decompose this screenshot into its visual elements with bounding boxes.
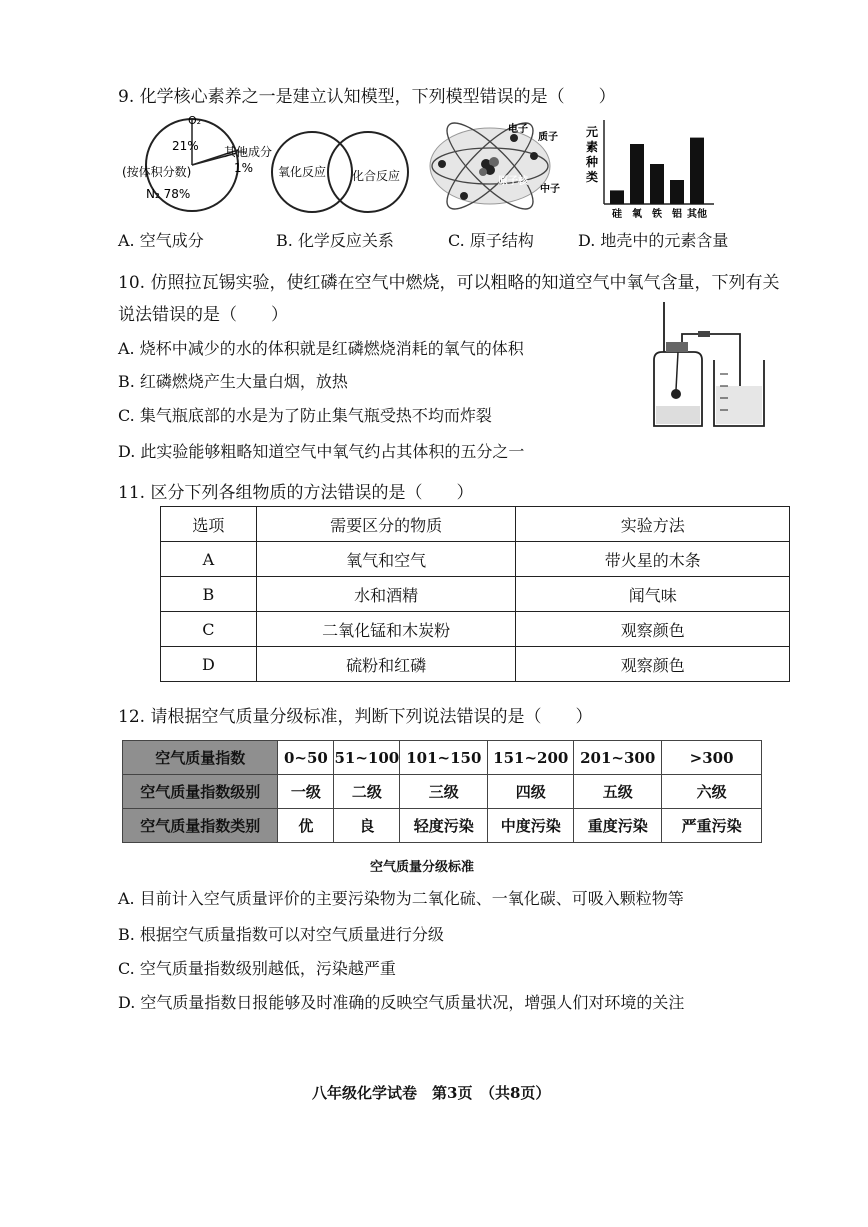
table-cell: 优: [278, 809, 334, 843]
table-header-cell: 需要区分的物质: [256, 507, 516, 542]
bar-tick-label: 铁: [652, 209, 662, 220]
table-cell: C: [161, 612, 257, 647]
atom-electron-label: 电子: [508, 124, 528, 135]
q9-option-c: C. 原子结构: [448, 231, 534, 250]
bar-tick-label: 铝: [672, 209, 682, 220]
atom-proton-label: 质子: [538, 132, 558, 143]
table-cell: 氧气和空气: [256, 542, 516, 577]
q9-option-d: D. 地壳中的元素含量: [578, 231, 729, 250]
table-cell: 一级: [278, 775, 334, 809]
table-cell: 101~150: [400, 741, 488, 775]
q10-option-b: B. 红磷燃烧产生大量白烟，放热: [118, 372, 348, 391]
table-cell: 重度污染: [574, 809, 662, 843]
page-footer: 八年级化学试卷 第3页 （共8页）: [312, 1084, 551, 1102]
table-cell: 四级: [488, 775, 574, 809]
q9-stem: 9. 化学核心素养之一是建立认知模型，下列模型错误的是（ ）: [118, 87, 616, 107]
table-cell: D: [161, 647, 257, 682]
table-row-header: 空气质量指数级别: [123, 775, 278, 809]
bar-mark: [650, 164, 664, 204]
table-cell: 硫粉和红磷: [256, 647, 516, 682]
q10-stem-line2: 说法错误的是（ ）: [118, 305, 288, 325]
pie-n2-label: N₂ 78%: [146, 187, 191, 201]
table-cell: 良: [334, 809, 400, 843]
table-cell: 中度污染: [488, 809, 574, 843]
table-header-cell: 选项: [161, 507, 257, 542]
table-cell: 轻度污染: [400, 809, 488, 843]
q10-option-a: A. 烧杯中减少的水的体积就是红磷燃烧消耗的氧气的体积: [118, 339, 524, 358]
air-composition-pie: [112, 110, 282, 215]
table-row-header: 空气质量指数类别: [123, 809, 278, 843]
crust-element-bar-chart: [582, 116, 722, 222]
reaction-venn-diagram: [268, 126, 418, 216]
table-cell: 严重污染: [662, 809, 762, 843]
q12-stem: 12. 请根据空气质量分级标准，判断下列说法错误的是（ ）: [118, 707, 593, 727]
atom-neutron-label: 中子: [540, 184, 560, 195]
bar-y-label-text: 元素种类: [586, 125, 599, 184]
table-cell: 二级: [334, 775, 400, 809]
pie-other-label: 其他成分: [224, 145, 273, 159]
table-cell: 观察颜色: [516, 612, 790, 647]
table-header-row: [161, 507, 790, 542]
table-cell: B: [161, 577, 257, 612]
table-cell: 闻气味: [516, 577, 790, 612]
table-cell: 三级: [400, 775, 488, 809]
q12-option-d: D. 空气质量指数日报能够及时准确的反映空气质量状况，增强人们对环境的关注: [118, 993, 685, 1012]
q11-table: [160, 506, 790, 682]
atom-structure-diagram: [424, 116, 574, 214]
table-row: [123, 741, 762, 775]
table-row: [123, 809, 762, 843]
q9-option-a: A. 空气成分: [118, 231, 204, 250]
bar-mark: [630, 144, 644, 204]
table-row: [161, 647, 790, 682]
venn-left-label: 氧化反应: [278, 165, 327, 179]
table-cell: >300: [662, 741, 762, 775]
pie-o2-label: O₂: [188, 114, 202, 127]
q12-option-a: A. 目前计入空气质量评价的主要污染物为二氧化硫、一氧化碳、可吸入颗粒物等: [118, 889, 684, 908]
bar-mark: [690, 138, 704, 204]
pie-o2-pct: 21%: [172, 139, 199, 153]
table-cell: 水和酒精: [256, 577, 516, 612]
table-row: [161, 612, 790, 647]
atom-nucleus-label: 原子核: [498, 176, 528, 187]
table-cell: 201~300: [574, 741, 662, 775]
venn-right-label: 化合反应: [352, 169, 401, 183]
bar-tick-label: 硅: [612, 209, 622, 220]
bar-tick-label: 氧: [632, 209, 642, 220]
table-cell: 二氧化锰和木炭粉: [256, 612, 516, 647]
table-cell: 带火星的木条: [516, 542, 790, 577]
table-cell: 六级: [662, 775, 762, 809]
q10-option-c: C. 集气瓶底部的水是为了防止集气瓶受热不均而炸裂: [118, 406, 492, 425]
q12-option-b: B. 根据空气质量指数可以对空气质量进行分级: [118, 925, 444, 944]
table-cell: 51~100: [334, 741, 400, 775]
table-row: [123, 775, 762, 809]
q10-stem-line1: 10. 仿照拉瓦锡实验，使红磷在空气中燃烧，可以粗略的知道空气中氧气含量，下列有关: [118, 273, 780, 293]
bar-y-axis-label: [585, 124, 598, 184]
table-cell: 观察颜色: [516, 647, 790, 682]
table-row-header: 空气质量指数: [123, 741, 278, 775]
air-quality-table: [122, 740, 762, 843]
q10-option-d: D. 此实验能够粗略知道空气中氧气约占其体积的五分之一: [118, 442, 525, 461]
table-row: [161, 542, 790, 577]
bar-mark: [610, 190, 624, 204]
table-header-cell: 实验方法: [516, 507, 790, 542]
bar-tick-label: 其他: [687, 209, 707, 220]
q11-stem: 11. 区分下列各组物质的方法错误的是（ ）: [118, 483, 474, 503]
red-phosphorus-apparatus: [640, 298, 770, 432]
table-cell: 五级: [574, 775, 662, 809]
pie-other-pct: 1%: [234, 161, 254, 175]
bar-mark: [670, 180, 684, 204]
table-caption: 空气质量分级标准: [370, 860, 475, 875]
q9-option-b: B. 化学反应关系: [276, 231, 394, 250]
table-cell: 0~50: [278, 741, 334, 775]
pie-note: (按体积分数): [122, 165, 192, 179]
table-row: [161, 577, 790, 612]
table-cell: A: [161, 542, 257, 577]
q12-option-c: C. 空气质量指数级别越低，污染越严重: [118, 959, 396, 978]
table-cell: 151~200: [488, 741, 574, 775]
